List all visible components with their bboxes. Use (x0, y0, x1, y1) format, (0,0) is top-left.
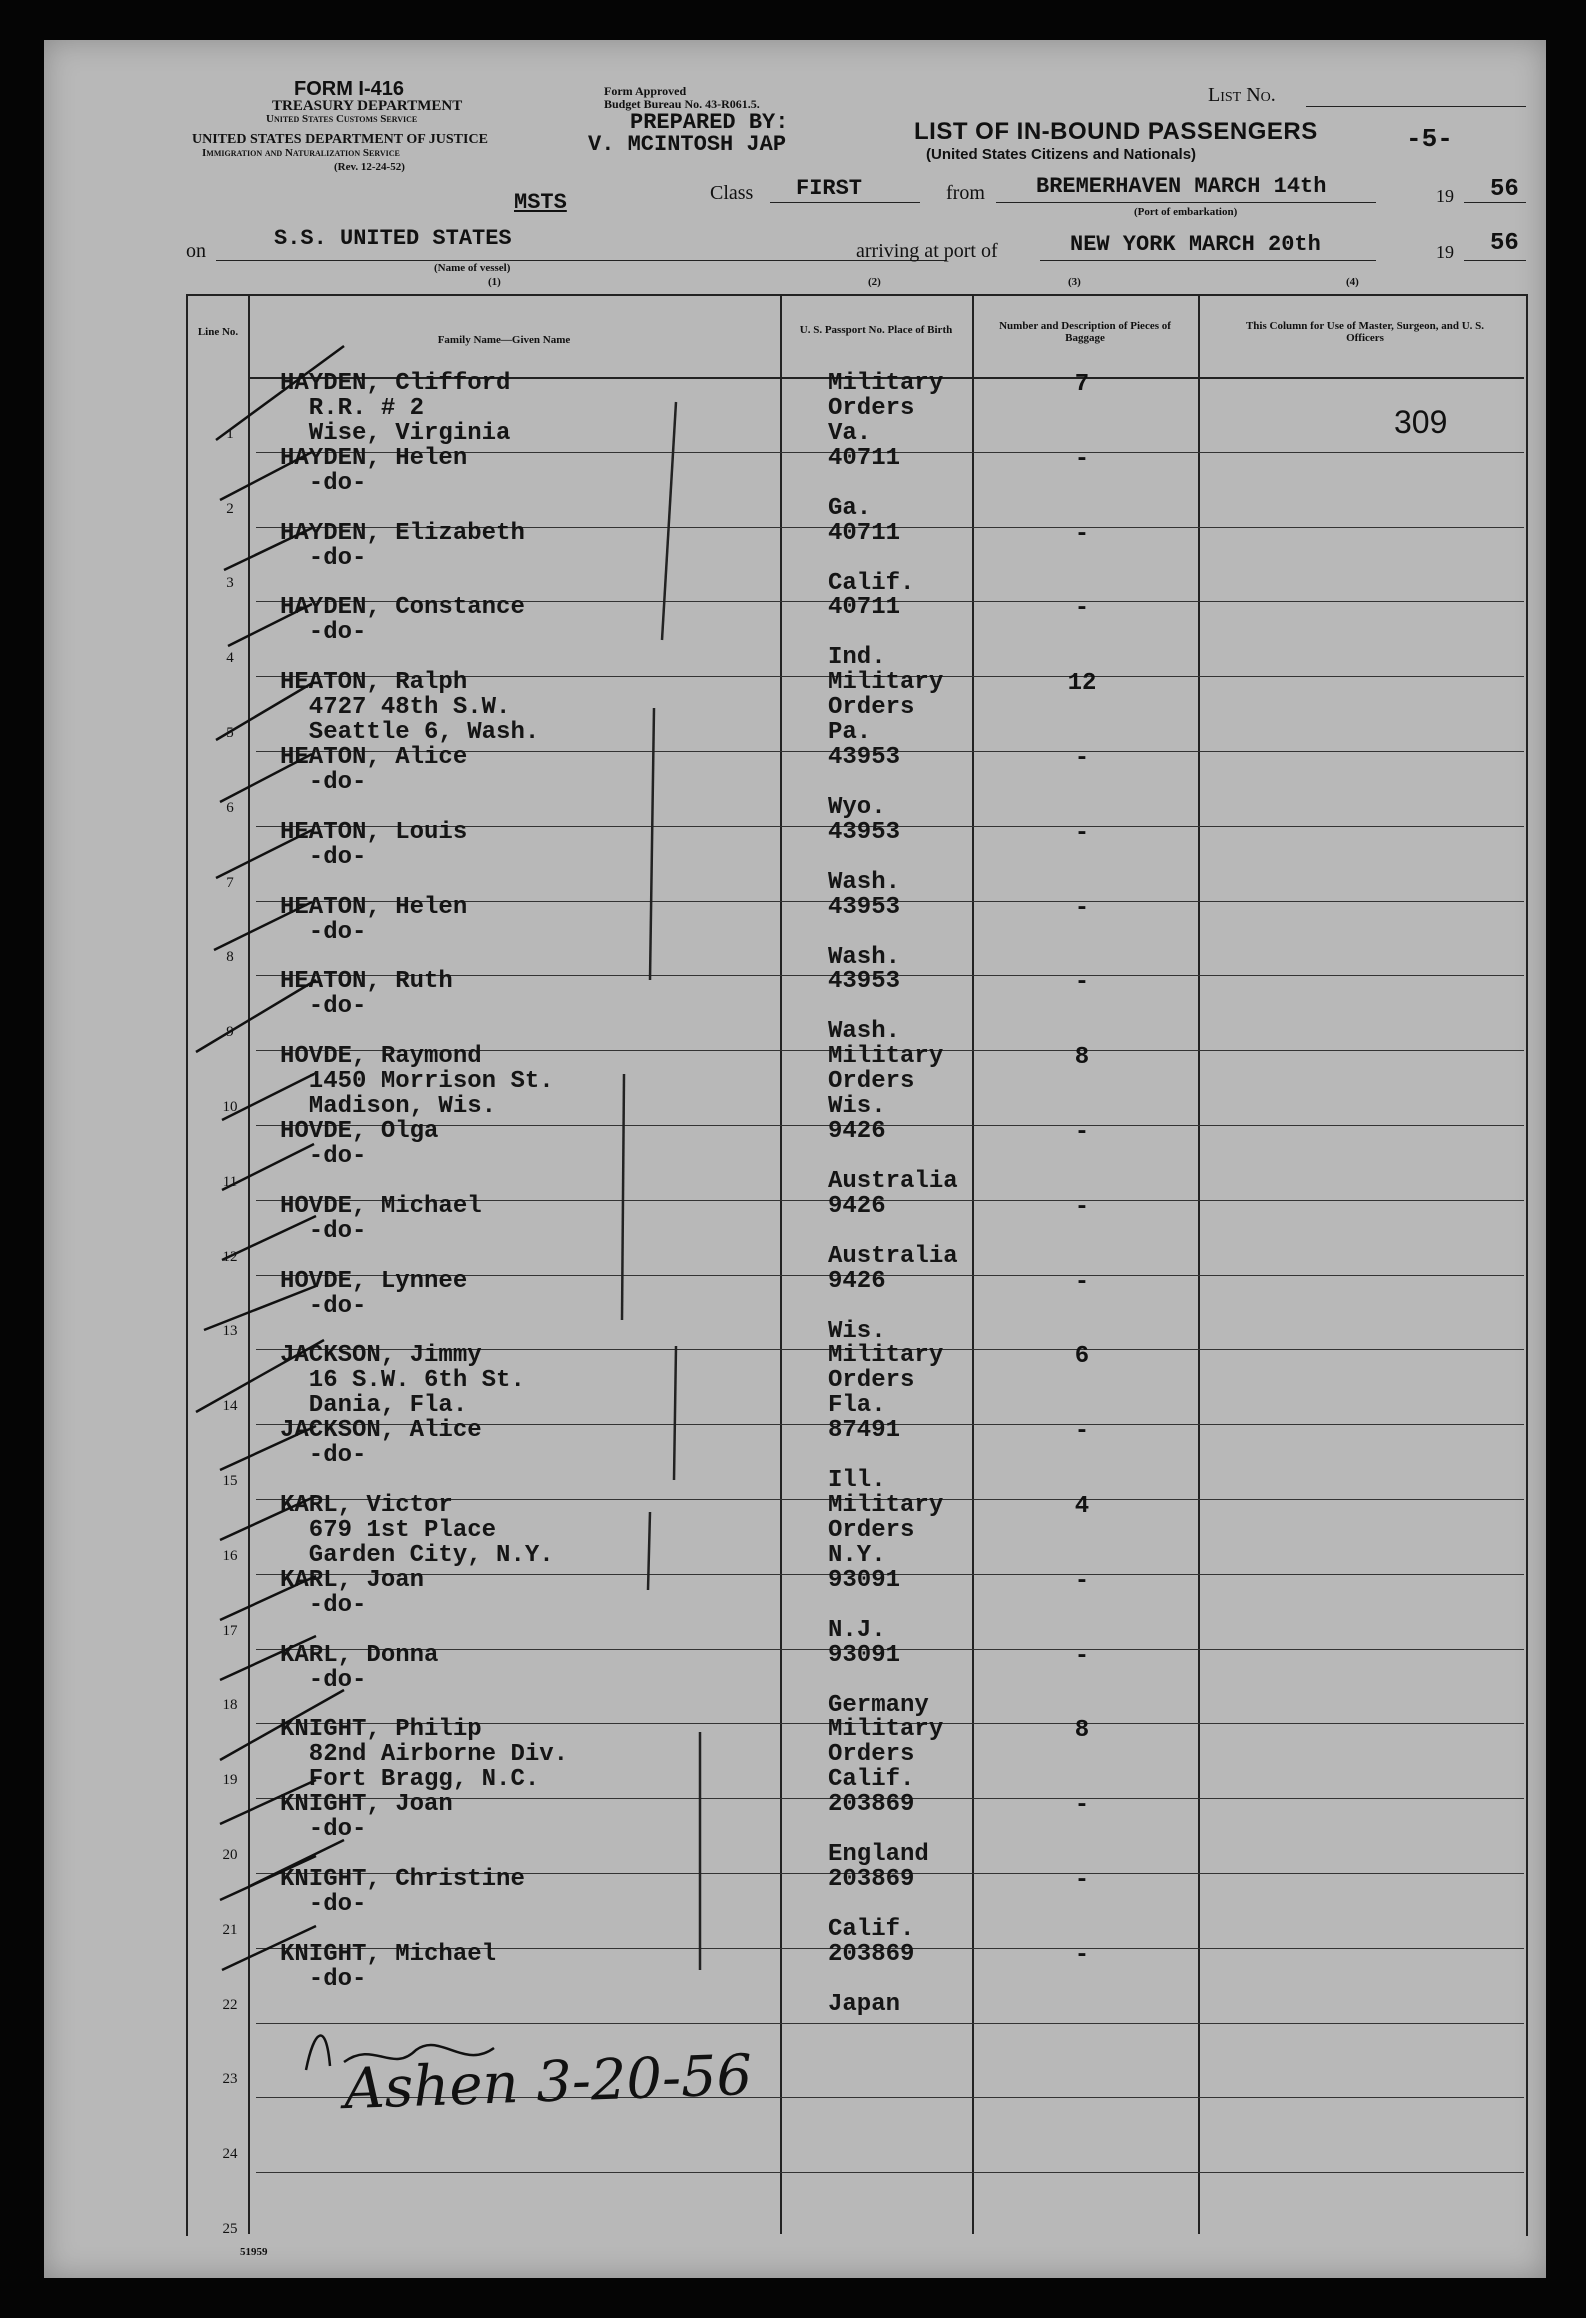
line-number: 23 (222, 2071, 238, 2087)
passenger-name: HEATON, Ralph 4727 48th S.W. Seattle 6, Wash. (280, 669, 540, 746)
passport-birthplace: Military Orders Fla. (828, 1342, 944, 1419)
immigration-label: Immigration and Naturalization Service (202, 147, 400, 159)
baggage-count: - (1074, 1792, 1090, 1819)
line-number: 6 (226, 800, 234, 816)
header-name: Family Name—Given Name (437, 334, 571, 346)
line-number: 20 (222, 1847, 238, 1863)
year-prefix-arrive: 19 (1436, 242, 1454, 262)
passport-birthplace: Military Orders Wis. (828, 1043, 944, 1120)
passenger-name: HOVDE, Michael -do- (280, 1193, 482, 1245)
line-number: 2 (226, 501, 234, 517)
passport-birthplace: 40711 Ind. (828, 594, 901, 671)
col-number-1: (1) (488, 276, 501, 288)
line-number: 12 (222, 1249, 238, 1265)
line-number: 17 (222, 1623, 238, 1639)
passenger-name: KARL, Donna -do- (280, 1642, 439, 1694)
line-number: 3 (226, 575, 234, 591)
line-number: 22 (222, 1997, 238, 2013)
line-number: 4 (226, 650, 234, 666)
baggage-count: - (1074, 1194, 1090, 1221)
passenger-name: HOVDE, Lynnee -do- (280, 1268, 468, 1320)
passenger-name: HOVDE, Raymond 1450 Morrison St. Madison, Wis. (280, 1043, 554, 1120)
msts-label: MSTS (514, 190, 567, 215)
line-number: 7 (226, 875, 234, 891)
form-subtitle: (United States Citizens and Nationals) (926, 146, 1197, 163)
vessel-caption: (Name of vessel) (434, 262, 511, 274)
passport-birthplace: Military Orders Va. (828, 370, 944, 447)
baggage-count: - (1074, 446, 1090, 473)
passport-birthplace: 87491 Ill. (828, 1417, 901, 1494)
prepared-by-label: PREPARED BY: (630, 110, 789, 135)
baggage-count: - (1074, 1942, 1090, 1969)
passport-birthplace: Military Orders Calif. (828, 1716, 944, 1793)
line-number: 10 (222, 1099, 238, 1115)
treasury-label: TREASURY DEPARTMENT (272, 98, 463, 114)
vessel-name: S.S. UNITED STATES (274, 226, 512, 251)
header-passport: U. S. Passport No. Place of Birth (799, 324, 953, 336)
line-number: 19 (222, 1772, 238, 1788)
passport-birthplace: 9426 Australia (828, 1118, 958, 1195)
on-label: on (186, 240, 206, 262)
passport-birthplace: 43953 Wyo. (828, 744, 901, 821)
passport-birthplace: 93091 Germany (828, 1642, 929, 1719)
passenger-name: HAYDEN, Clifford R.R. # 2 Wise, Virginia (280, 370, 511, 447)
line-number: 25 (222, 2221, 238, 2237)
baggage-count: - (1074, 1568, 1090, 1595)
passport-birthplace: 43953 Wash. (828, 819, 901, 896)
customs-label: United States Customs Service (266, 113, 418, 125)
passenger-name: HEATON, Alice -do- (280, 744, 468, 796)
baggage-count: - (1074, 1119, 1090, 1146)
year-arrive: 56 (1490, 230, 1519, 257)
passenger-name: HEATON, Ruth -do- (280, 968, 453, 1020)
line-number: 24 (222, 2146, 238, 2162)
passenger-name: KNIGHT, Joan -do- (280, 1791, 453, 1843)
passport-birthplace: 203869 Calif. (828, 1866, 915, 1943)
passenger-name: JACKSON, Jimmy 16 S.W. 6th St. Dania, Fla. (280, 1342, 525, 1419)
baggage-count: - (1074, 595, 1090, 622)
form-sheet (44, 40, 1546, 2278)
col-number-2: (2) (868, 276, 881, 288)
baggage-count: - (1074, 820, 1090, 847)
class-label: Class (710, 182, 754, 204)
year-from: 56 (1490, 176, 1519, 203)
passport-birthplace: 40711 Calif. (828, 520, 915, 597)
list-no-label: List No. (1208, 84, 1276, 106)
passenger-name: HEATON, Helen -do- (280, 894, 468, 946)
baggage-count: 8 (1074, 1717, 1090, 1744)
passenger-name: HAYDEN, Constance -do- (280, 594, 525, 646)
header-officers: This Column for Use of Master, Surgeon, and U. S. Officers (1245, 320, 1485, 344)
form-number: FORM I-416 (294, 78, 405, 100)
line-number: 18 (222, 1697, 238, 1713)
year-prefix-from: 19 (1436, 186, 1454, 206)
line-number: 16 (222, 1548, 238, 1564)
embarkation-value: BREMERHAVEN MARCH 14th (1036, 174, 1327, 199)
passport-birthplace: 9426 Wis. (828, 1268, 886, 1345)
passenger-name: KARL, Victor 679 1st Place Garden City, N.Y. (280, 1492, 554, 1569)
arrival-value: NEW YORK MARCH 20th (1070, 232, 1321, 257)
passport-birthplace: 43953 Wash. (828, 894, 901, 971)
passport-birthplace: 43953 Wash. (828, 968, 901, 1045)
baggage-count: - (1074, 1643, 1090, 1670)
baggage-count: - (1074, 1418, 1090, 1445)
passenger-name: HOVDE, Olga -do- (280, 1118, 439, 1170)
baggage-count: - (1074, 969, 1090, 996)
passport-birthplace: 40711 Ga. (828, 445, 901, 522)
passport-birthplace: Military Orders Pa. (828, 669, 944, 746)
col-number-4: (4) (1346, 276, 1359, 288)
passenger-name: KNIGHT, Michael -do- (280, 1941, 497, 1993)
line-number: 21 (222, 1922, 238, 1938)
baggage-count: - (1074, 745, 1090, 772)
passenger-name: HEATON, Louis -do- (280, 819, 468, 871)
header-line-no: Line No. (197, 326, 239, 338)
passenger-name: KNIGHT, Philip 82nd Airborne Div. Fort Bragg, N.C. (280, 1716, 569, 1793)
revision-label: (Rev. 12-24-52) (334, 161, 405, 173)
passport-birthplace: Military Orders N.Y. (828, 1492, 944, 1569)
baggage-count: 4 (1074, 1493, 1090, 1520)
line-number: 1 (226, 426, 234, 442)
arriving-label: arriving at port of (856, 240, 998, 262)
passport-birthplace: 203869 England (828, 1791, 929, 1868)
class-value: FIRST (796, 176, 863, 201)
header-baggage: Number and Description of Pieces of Baggage (999, 320, 1171, 344)
justice-label: UNITED STATES DEPARTMENT OF JUSTICE (192, 132, 488, 147)
passenger-name: HAYDEN, Elizabeth -do- (280, 520, 525, 572)
line-number: 11 (222, 1174, 238, 1190)
passport-birthplace: 93091 N.J. (828, 1567, 901, 1644)
baggage-count: 7 (1074, 371, 1090, 398)
line-number: 8 (226, 949, 234, 965)
col-number-3: (3) (1068, 276, 1081, 288)
baggage-count: - (1074, 1269, 1090, 1296)
from-label: from (946, 182, 985, 204)
line-number: 9 (226, 1024, 234, 1040)
page-mark: -5- (1406, 124, 1453, 154)
embarkation-caption: (Port of embarkation) (1134, 206, 1238, 218)
passenger-name: KNIGHT, Christine -do- (280, 1866, 525, 1918)
baggage-count: - (1074, 521, 1090, 548)
budget-bureau: Budget Bureau No. 43-R061.5. (604, 97, 760, 111)
line-number: 13 (222, 1323, 238, 1339)
form-approved: Form Approved (604, 84, 687, 98)
inspector-signature: Ashen 3-20-56 (342, 2042, 754, 2123)
baggage-count: - (1074, 895, 1090, 922)
passenger-name: KARL, Joan -do- (280, 1567, 425, 1619)
prepared-by-name: V. MCINTOSH JAP (588, 132, 787, 157)
footer-code: 51959 (240, 2246, 268, 2258)
line-number: 14 (222, 1398, 238, 1414)
line-number: 15 (222, 1473, 238, 1489)
family-bracket-marks (44, 40, 1546, 2278)
baggage-count: 12 (1067, 670, 1097, 697)
stamp-number: 309 (1394, 404, 1448, 440)
baggage-count: 6 (1074, 1343, 1090, 1370)
line-number: 5 (226, 725, 234, 741)
passenger-name: JACKSON, Alice -do- (280, 1417, 482, 1469)
form-title: LIST OF IN-BOUND PASSENGERS (914, 118, 1318, 145)
passport-birthplace: 9426 Australia (828, 1193, 958, 1270)
passenger-name: HAYDEN, Helen -do- (280, 445, 468, 497)
baggage-count: 8 (1074, 1044, 1090, 1071)
passport-birthplace: 203869 Japan (828, 1941, 915, 2018)
baggage-count: - (1074, 1867, 1090, 1894)
